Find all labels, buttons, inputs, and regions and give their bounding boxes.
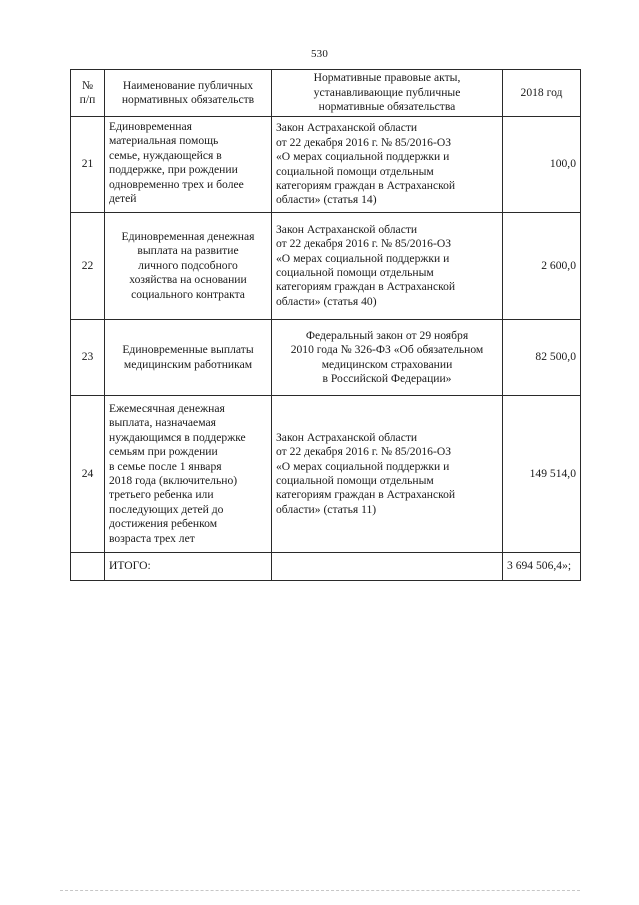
header-name: Наименование публичных нормативных обязательств <box>105 70 272 117</box>
amount-2018: 149 514,0 <box>503 396 581 553</box>
header-year: 2018 год <box>503 70 581 117</box>
row-number: 23 <box>71 320 105 396</box>
legal-act: Закон Астраханской области от 22 декабря 2016 г. № 85/2016-ОЗ «О мерах социальной поддержки и социальной помощи отдельным категориям граждан в Астраханской области» (статья 40) <box>272 213 503 320</box>
obligation-name: Ежемесячная денежная выплата, назначаемая нуждающимся в поддержке семьям при рождении в семье после 1 января 2018 года (включительно) третьего ребенка или последующих детей до достижения ребенком возраста трех лет <box>105 396 272 553</box>
total-label: ИТОГО: <box>105 553 272 581</box>
legal-act: Закон Астраханской области от 22 декабря 2016 г. № 85/2016-ОЗ «О мерах социальной поддержки и социальной помощи отдельным категориям граждан в Астраханской области» (статья 11) <box>272 396 503 553</box>
amount-2018: 82 500,0 <box>503 320 581 396</box>
table-row <box>71 213 581 320</box>
obligation-name: Единовременная материальная помощь семье, нуждающейся в поддержке, при рождении одновременно трех и более детей <box>105 117 272 213</box>
row-number: 21 <box>71 117 105 213</box>
row-number: 22 <box>71 213 105 320</box>
total-row <box>71 553 581 581</box>
page-bottom-rule <box>60 890 580 891</box>
amount-2018: 2 600,0 <box>503 213 581 320</box>
header-acts: Нормативные правовые акты, устанавливающие публичные нормативные обязательства <box>272 70 503 117</box>
obligation-name: Единовременные выплаты медицинским работникам <box>105 320 272 396</box>
table-header-row <box>71 70 581 117</box>
total-acts-cell <box>272 553 503 581</box>
table-row <box>71 320 581 396</box>
header-num: № п/п <box>71 70 105 117</box>
row-number: 24 <box>71 396 105 553</box>
table-row <box>71 396 581 553</box>
obligations-table <box>70 69 581 581</box>
page-number: 530 <box>310 48 329 60</box>
total-amount: 3 694 506,4»; <box>503 553 581 581</box>
table-row <box>71 117 581 213</box>
total-num-cell <box>71 553 105 581</box>
obligation-name: Единовременная денежная выплата на развитие личного подсобного хозяйства на основании социального контракта <box>105 213 272 320</box>
legal-act: Федеральный закон от 29 ноября 2010 года № 326-ФЗ «Об обязательном медицинском страховании в Российской Федерации» <box>272 320 503 396</box>
amount-2018: 100,0 <box>503 117 581 213</box>
legal-act: Закон Астраханской области от 22 декабря 2016 г. № 85/2016-ОЗ «О мерах социальной поддержки и социальной помощи отдельным категориям граждан в Астраханской области» (статья 14) <box>272 117 503 213</box>
